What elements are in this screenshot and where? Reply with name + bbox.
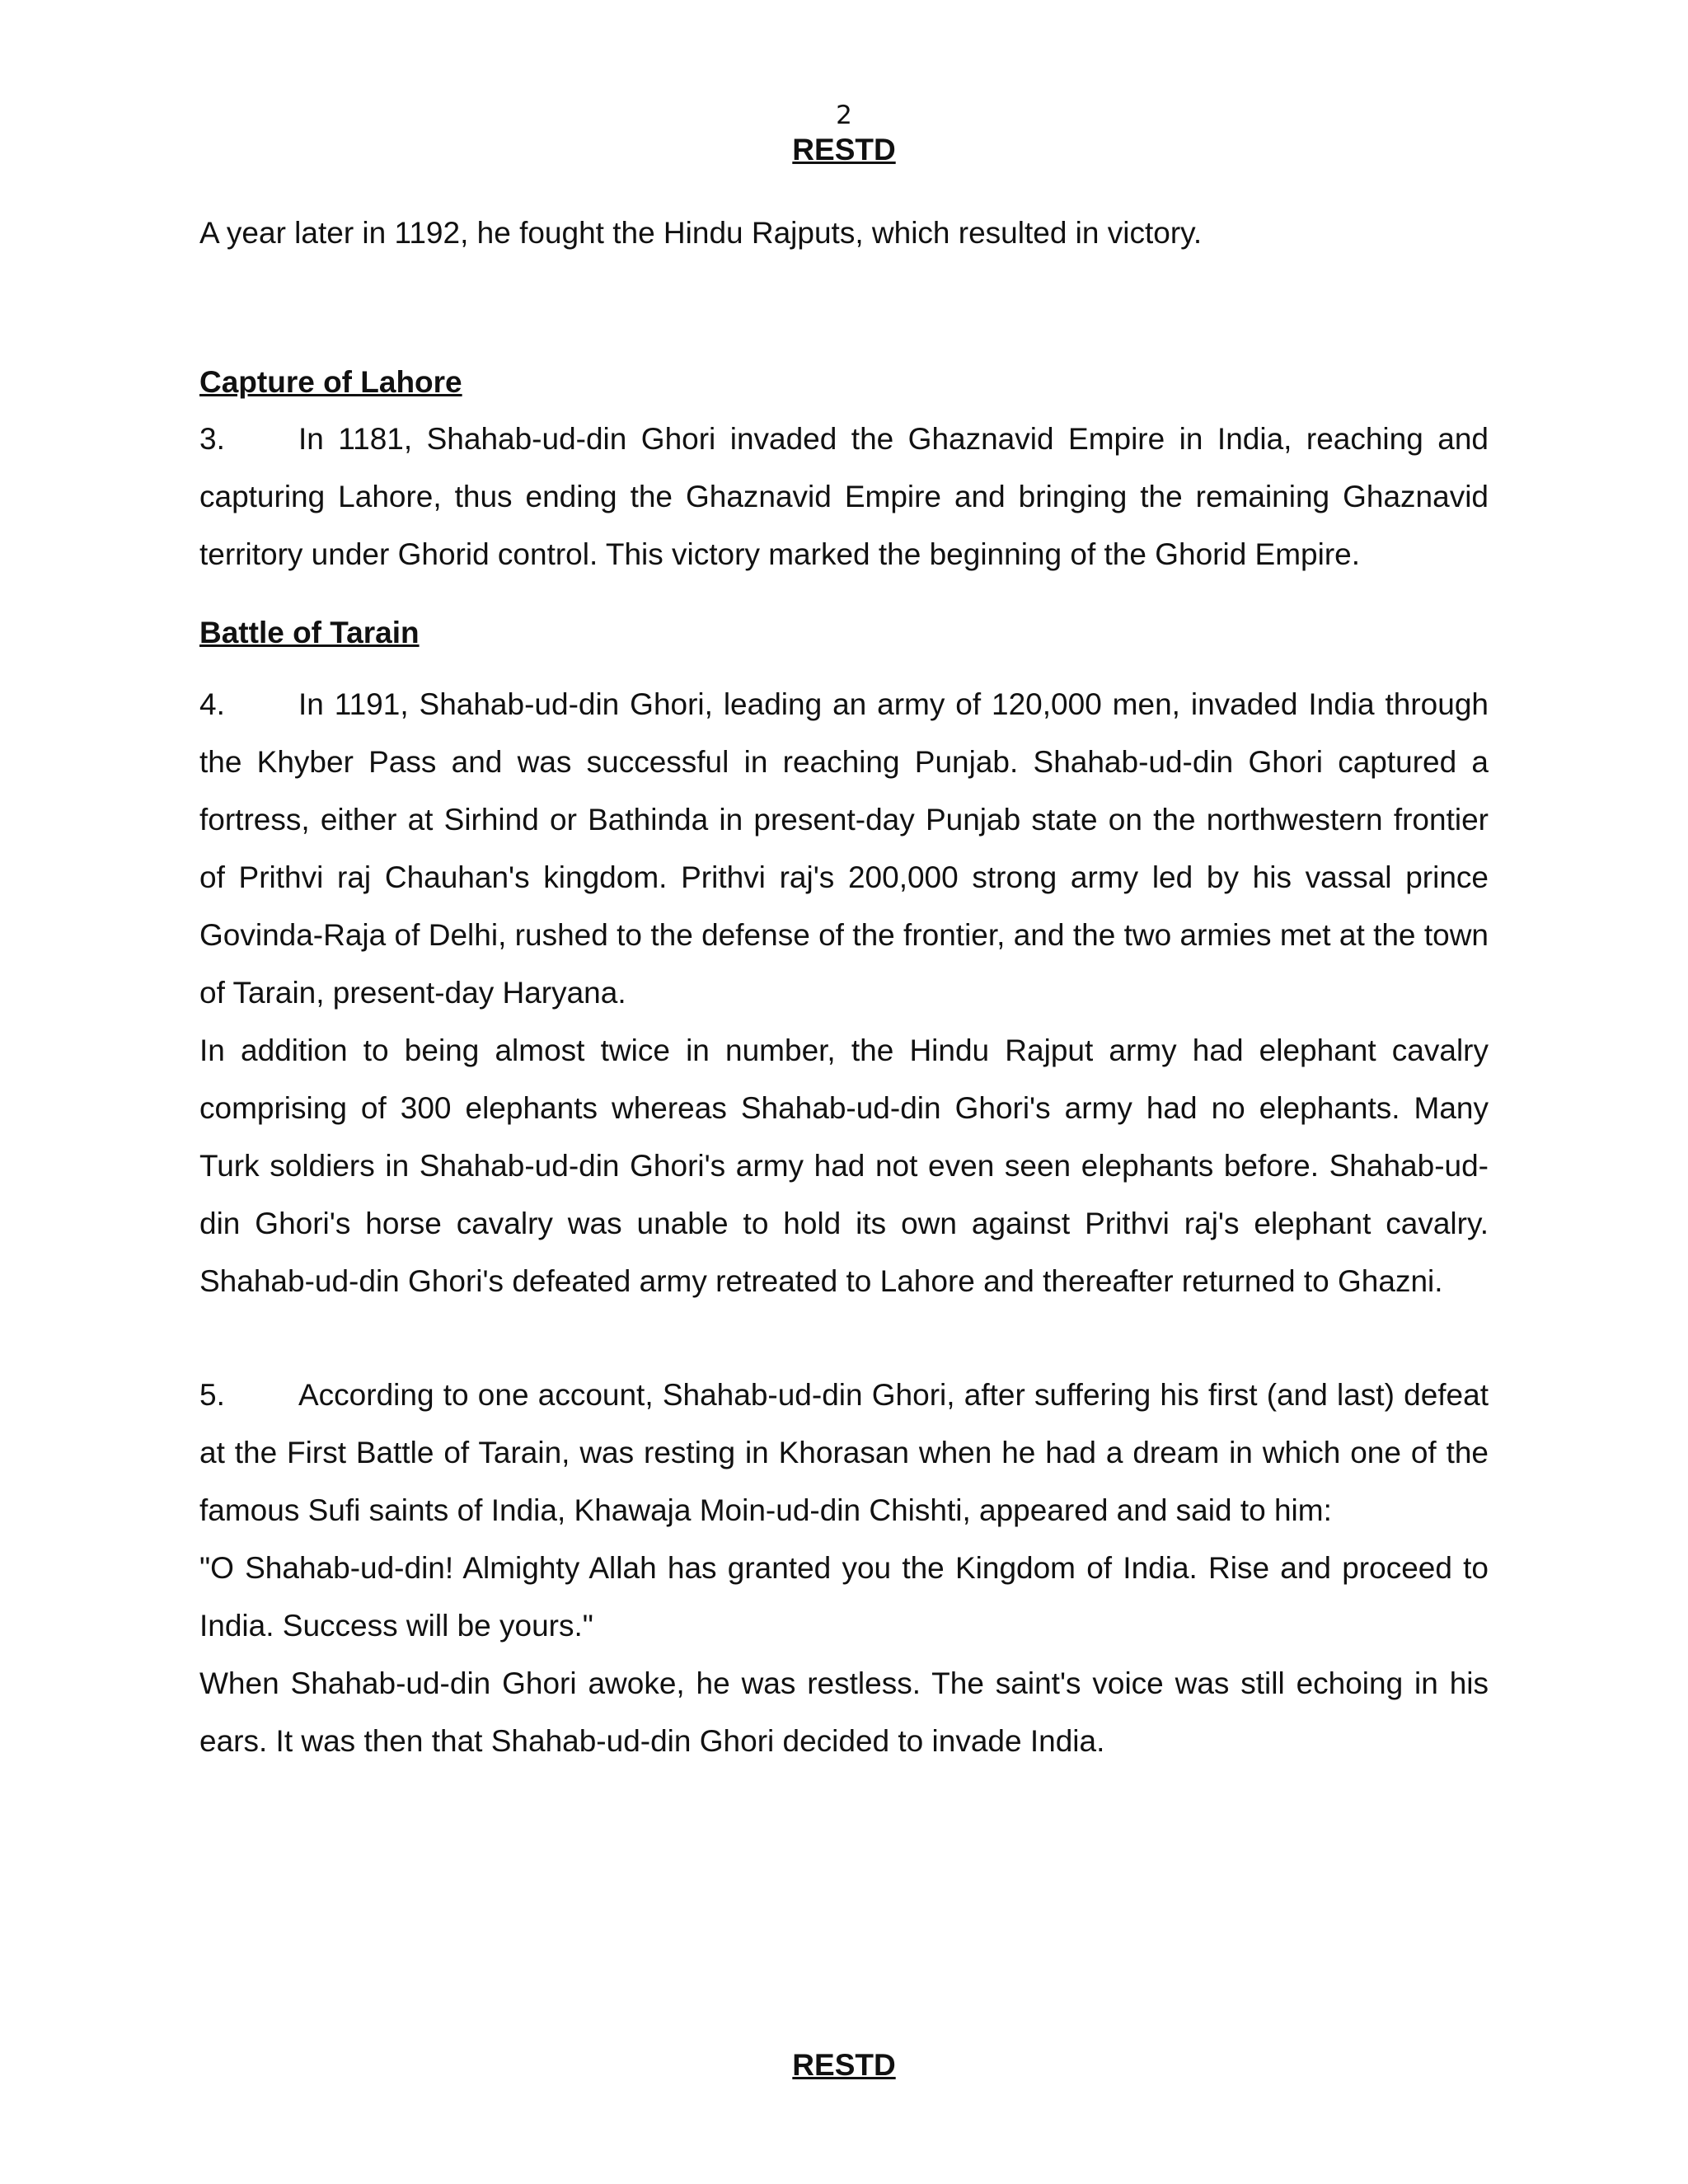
paragraph-text: In 1191, Shahab-ud-din Ghori, leading an army of 120,000 men, invaded India through the Khyber Pass and was successful in reaching Punjab. Shahab-ud-din Ghori captured a fortress, either at Sirhind or Bathinda in present-day Punjab state on the northwestern frontier of Prithvi raj Chauhan's kingdom. Prithvi raj's 200,000 strong army led by his vassal prince Govinda-Raja of Delhi, rushed to the defense of the frontier, and the two armies met at the town of Tarain, present-day Haryana. [199, 687, 1489, 1010]
page-number: 2 [836, 101, 852, 130]
quotation: "O Shahab-ud-din! Almighty Allah has granted you the Kingdom of India. Rise and proceed to India. Success will be yours." [199, 1551, 1489, 1643]
classification-marking-top: RESTD [792, 133, 896, 166]
document-body [199, 204, 1489, 1770]
section-heading-tarain: Battle of Tarain [199, 616, 420, 649]
classification-marking-bottom: RESTD [792, 2048, 896, 2082]
paragraph-text: In 1181, Shahab-ud-din Ghori invaded the Ghaznavid Empire in India, reaching and capturing Lahore, thus ending the Ghaznavid Empire and bringing the remaining Ghaznavid territory under Ghorid control. This victory marked the beginning of the Ghorid Empire. [199, 422, 1489, 571]
paragraph-5 [199, 1366, 1489, 1770]
paragraph-text-continued: In addition to being almost twice in number, the Hindu Rajput army had elephant cavalry comprising of 300 elephants whereas Shahab-ud-din Ghori's army had no elephants. Many Turk soldiers in Shahab-ud-din Ghori's army had not even seen elephants before. Shahab-ud-din Ghori's horse cavalry was unable to hold its own against Prithvi raj's elephant cavalry. Shahab-ud-din Ghori's defeated army retreated to Lahore and thereafter returned to Ghazni. [199, 1033, 1489, 1298]
paragraph-text: According to one account, Shahab-ud-din Ghori, after suffering his first (and last) defeat at the First Battle of Tarain, was resting in Khorasan when he had a dream in which one of the famous Sufi saints of India, Khawaja Moin-ud-din Chishti, appeared and said to him: [199, 1378, 1489, 1527]
closing-text: When Shahab-ud-din Ghori awoke, he was restless. The saint's voice was still echoing in his ears. It was then that Shahab-ud-din Ghori decided to invade India. [199, 1666, 1489, 1758]
paragraph-4 [199, 676, 1489, 1310]
paragraph-number: 3. [199, 422, 225, 456]
paragraph-3 [199, 410, 1489, 583]
section-heading-lahore: Capture of Lahore [199, 365, 462, 399]
paragraph-number: 4. [199, 687, 225, 721]
paragraph-number: 5. [199, 1378, 225, 1412]
opening-paragraph: A year later in 1192, he fought the Hindu Rajputs, which resulted in victory. [199, 216, 1203, 250]
